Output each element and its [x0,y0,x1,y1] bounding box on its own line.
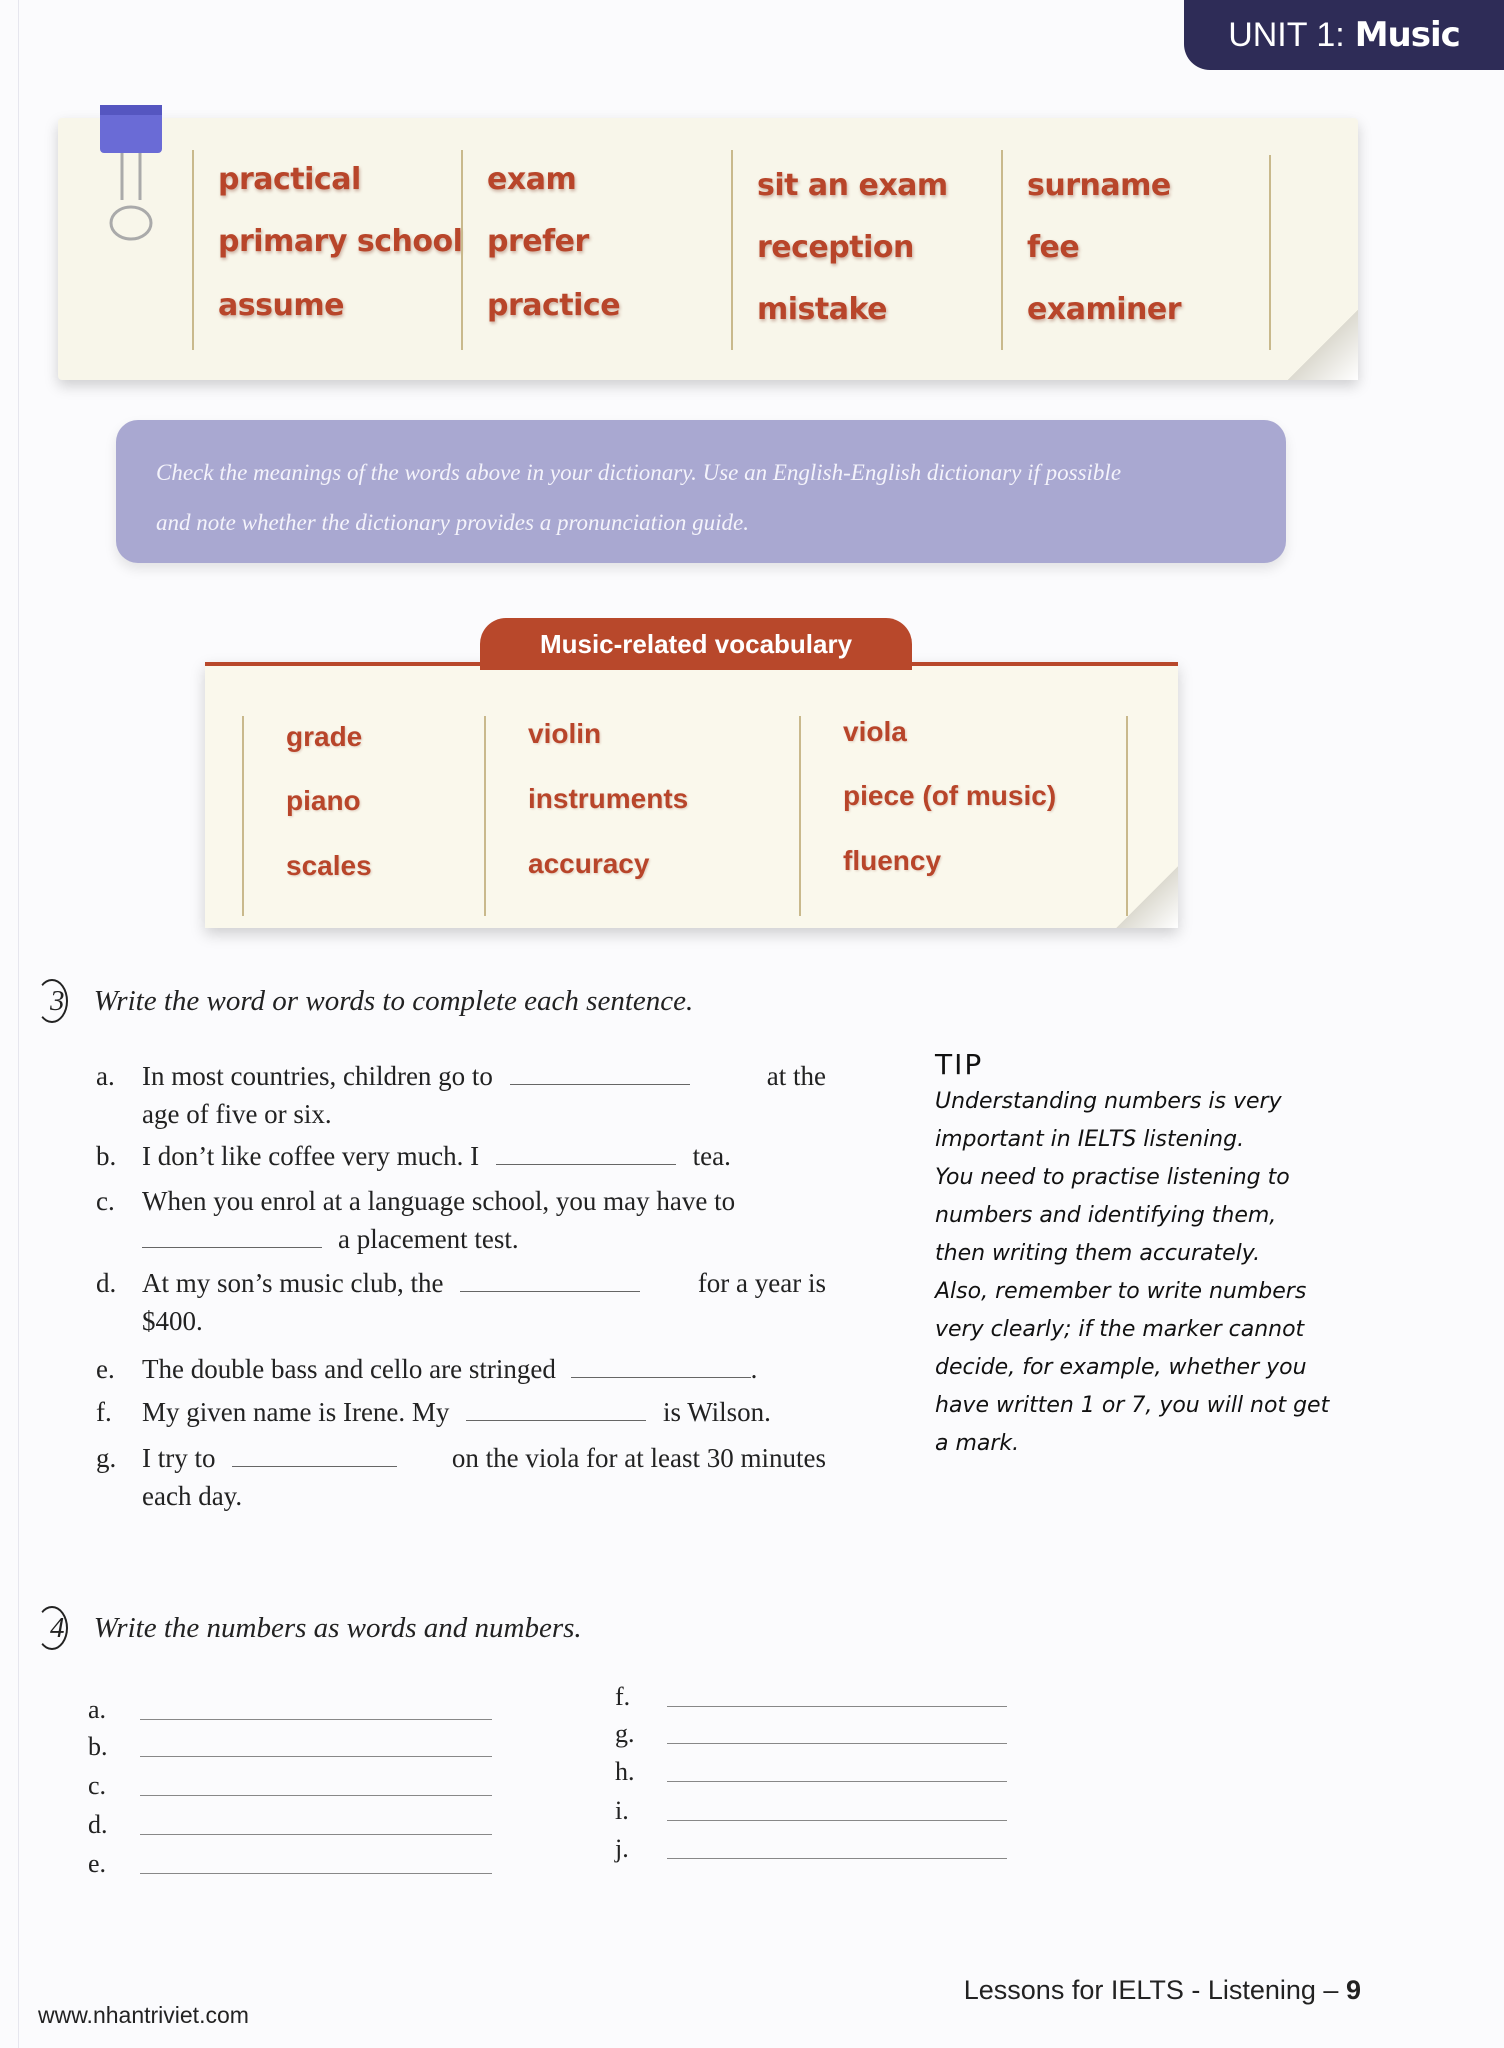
vocab-divider [1269,155,1271,350]
answer-line[interactable] [140,1873,492,1874]
item-text-after: tea. [692,1141,731,1171]
answer-line[interactable] [667,1858,1007,1859]
tip-line: a mark. [935,1431,1020,1456]
vocab-word: prefer [487,224,589,259]
item-text [142,1264,826,1340]
exercise-3-item-b [96,1137,826,1177]
note-line-2: and note whether the dictionary provides a pronunciation guide. [156,510,750,535]
tip-line: decide, for example, whether you [935,1355,1307,1380]
item-letter: d. [96,1268,117,1298]
item-letter: b. [88,1732,108,1761]
answer-blank[interactable] [142,1224,322,1248]
vocab-column-2 [461,150,621,350]
music-vocab-word: scales [286,850,372,881]
vocab-word: reception [757,230,914,265]
item-letter: h. [615,1757,635,1786]
tip-line: Understanding numbers is very [935,1089,1282,1114]
item-letter: a. [88,1695,107,1724]
exercise-3-heading [50,985,693,1018]
vocab-word: primary school [218,224,463,259]
item-text-before: I don’t like coffee very much. I [142,1141,480,1171]
item-text-after: on the viola for at least 30 minutes [451,1443,826,1473]
item-letter: g. [96,1443,117,1473]
item-letter: c. [96,1186,115,1216]
exercise-4-item-e [88,1849,106,1879]
tip-line: then writing them accurately. [935,1241,1261,1266]
exercise-4-item-h [615,1757,635,1787]
item-text [142,1057,826,1133]
book-title: Lessons for IELTS - Listening – [963,1975,1339,2005]
exercise-4-item-d [88,1810,108,1840]
tip-line: numbers and identifying them, [935,1203,1277,1228]
binder-clip-icon [100,105,162,255]
exercise-4-item-j [615,1834,629,1864]
item-text-before: My given name is Irene. My [142,1397,450,1427]
unit-label: UNIT 1: [1228,15,1345,54]
music-vocab-word: violin [528,718,602,749]
note-line-1: Check the meanings of the words above in your dictionary. Use an English-English dictionary if possible [156,460,1122,485]
item-text-before: At my son’s music club, the [142,1268,444,1298]
item-letter: e. [96,1354,115,1384]
page-curl [1288,310,1358,380]
exercise-3-item-d [96,1264,826,1344]
tip-body [935,1083,1375,1463]
page-margin [18,0,19,2048]
answer-line[interactable] [140,1756,492,1757]
vocab-word: exam [487,162,577,197]
item-text [142,1182,826,1258]
item-letter: g. [615,1719,635,1748]
unit-header-tab [1184,0,1504,70]
dictionary-note [116,420,1286,563]
music-vocabulary-title: Music-related vocabulary [480,618,912,670]
exercise-4-item-g [615,1719,635,1749]
answer-blank[interactable] [510,1061,690,1085]
music-vocab-word: grade [286,721,363,752]
music-vocab-column-2 [484,716,689,916]
answer-line[interactable] [140,1719,492,1720]
audio-cd-icon [36,1606,68,1650]
vocab-word: examiner [1027,292,1181,327]
answer-line[interactable] [667,1706,1007,1707]
answer-line[interactable] [667,1781,1007,1782]
page-number: 9 [1345,1975,1361,2005]
vocab-word: assume [218,288,344,323]
item-text-line2: age of five or six. [142,1099,332,1129]
item-letter: f. [96,1397,112,1427]
item-text-line2: each day. [142,1481,243,1511]
answer-line[interactable] [667,1820,1007,1821]
music-vocab-word: viola [843,716,907,747]
item-letter: d. [88,1810,108,1839]
music-vocab-word: piano [286,785,361,816]
vocab-word: sit an exam [757,168,948,203]
item-text-line2: $400. [142,1306,203,1336]
exercise-4-item-f [615,1682,630,1712]
vocab-word: mistake [757,292,887,327]
item-text-before: I try to [142,1443,216,1473]
item-text-before: The double bass and cello are stringed [142,1354,556,1384]
music-vocab-word: fluency [843,845,942,876]
music-vocab-word: accuracy [528,848,650,879]
exercise-4-item-i [615,1796,629,1826]
item-text [142,1439,826,1515]
answer-line[interactable] [667,1743,1007,1744]
tip-line: You need to practise listening to [935,1165,1290,1190]
page-footer [964,1975,1361,2006]
item-text [142,1137,826,1175]
exercise-number: 3 [50,985,65,1017]
tip-line: Also, remember to write numbers [935,1279,1307,1304]
unit-topic: Music [1354,15,1460,55]
music-vocab-word: piece (of music) [843,780,1057,811]
exercise-3-item-a [96,1057,826,1137]
exercise-4-item-b [88,1732,108,1762]
tip-line: very clearly; if the marker cannot [935,1317,1305,1342]
exercise-4-item-a [88,1695,106,1725]
item-text-line2: a placement test. [338,1224,519,1254]
vocab-column-4 [1001,150,1181,350]
tip-line: have written 1 or 7, you will not get [935,1393,1330,1418]
exercise-instruction: Write the numbers as words and numbers. [93,1612,582,1644]
item-text-after: . [750,1354,758,1384]
vocab-column-3 [731,150,948,350]
item-letter: a. [96,1061,115,1091]
item-letter: f. [615,1682,631,1711]
vocab-word: fee [1027,230,1080,265]
item-text-after: at the [766,1061,826,1091]
tip-line: important in IELTS listening. [935,1127,1245,1152]
exercise-4-item-c [88,1771,106,1801]
vocab-column-1 [192,150,463,350]
vocab-word: practical [218,162,361,197]
item-text [142,1393,826,1431]
vocab-word: practice [487,288,621,323]
item-text [142,1350,826,1388]
item-letter: i. [615,1796,629,1825]
exercise-3-item-c [96,1182,826,1262]
answer-blank[interactable] [571,1354,751,1378]
exercise-3-item-f [96,1393,826,1433]
item-letter: j. [615,1834,629,1863]
exercise-number: 4 [50,1612,65,1644]
item-text-before: When you enrol at a language school, you may have to [142,1186,736,1216]
website-link[interactable]: www.nhantriviet.com [38,2002,249,2028]
audio-cd-icon [36,979,68,1023]
music-vocab-column-1 [242,716,372,916]
item-text-after: for a year is [697,1268,826,1298]
answer-blank[interactable] [232,1443,397,1467]
item-text-after: is Wilson. [662,1397,771,1427]
answer-blank[interactable] [460,1268,640,1292]
exercise-4-heading [50,1612,582,1645]
exercise-3-item-e [96,1350,826,1390]
answer-line[interactable] [140,1795,492,1796]
music-vocab-column-3 [799,716,1057,916]
music-vocab-word: instruments [528,783,689,814]
vocab-word: surname [1027,168,1171,203]
answer-blank[interactable] [496,1141,676,1165]
exercise-3-item-g [96,1439,826,1519]
exercise-instruction: Write the word or words to complete each sentence. [93,985,694,1017]
music-vocab-divider [1126,716,1128,916]
answer-blank[interactable] [466,1397,646,1421]
item-letter: c. [88,1771,107,1800]
item-text-before: In most countries, children go to [142,1061,493,1091]
item-letter: b. [96,1141,117,1171]
item-letter: e. [88,1849,107,1878]
tip-title: TIP [935,1048,984,1081]
answer-line[interactable] [140,1834,492,1835]
